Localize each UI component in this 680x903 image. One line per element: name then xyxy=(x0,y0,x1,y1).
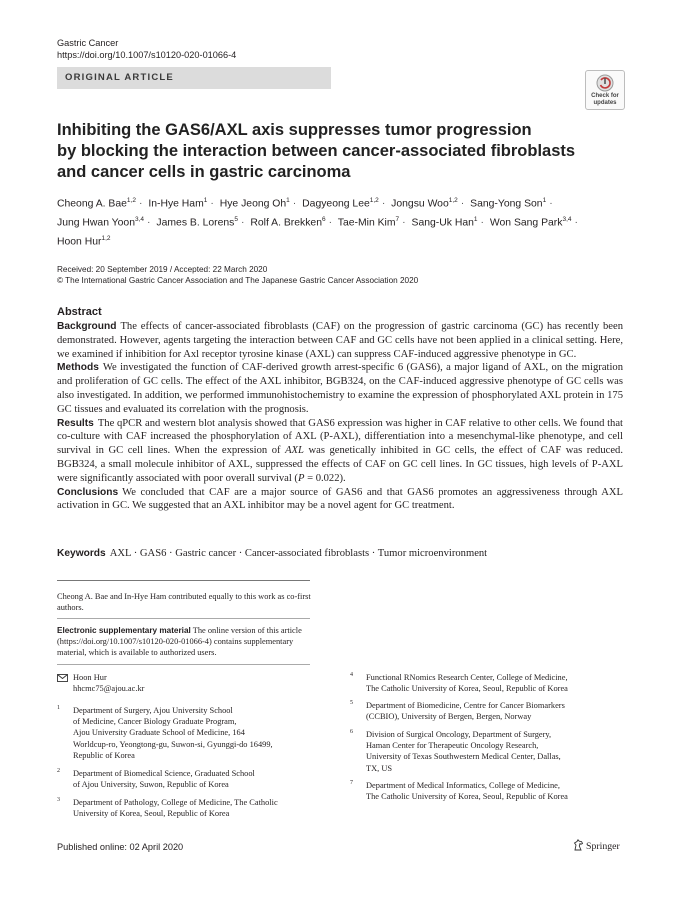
author-affiliation-sup: 6 xyxy=(321,215,326,223)
journal-header xyxy=(57,37,236,61)
affiliation-text: Department of Medical Informatics, College of Medicine, The Catholic University of Korea, Seoul, Republic of Korea xyxy=(366,781,568,802)
springer-horse-icon xyxy=(573,839,584,851)
keywords-list: AXL · GAS6 · Gastric cancer · Cancer-associated fibroblasts · Tumor microenvironment xyxy=(109,548,488,559)
affiliation-number: 1 xyxy=(57,705,60,711)
article-title xyxy=(57,120,577,183)
affiliation-text: Department of Biomedicine, Centre for Cancer Biomarkers (CCBIO), University of Bergen, Bergen, Norway xyxy=(366,701,565,722)
copyright-line: © The International Gastric Cancer Association and The Japanese Gastric Cancer Association 2020 xyxy=(57,276,419,285)
author-affiliation-sup: 1 xyxy=(473,215,478,223)
publisher-name: Springer xyxy=(586,841,620,852)
affiliation-number: 5 xyxy=(350,700,353,706)
abstract-conclusions xyxy=(57,486,623,514)
background-label: Background xyxy=(57,321,117,332)
affiliation-text: Department of Pathology, College of Medicine, The Catholic University of Korea, Seoul, Republic of Korea xyxy=(73,798,278,819)
author-affiliation-sup: 1,2 xyxy=(369,197,379,204)
esm-label: Electronic supplementary material xyxy=(57,626,191,635)
correspondence-email[interactable]: hhcmc75@ajou.ac.kr xyxy=(73,684,145,694)
published-online: Published online: 02 April 2020 xyxy=(57,842,184,852)
author-line: Jung Hwan Yoon$^{3,4}$ · James B. Lorens$^5$ · Rolf A. Brekken$^6$ · Tae-Min Kim$^7$ · Sang-Uk Han$^1$ · Won Sang Park$^{3,4}$ · xyxy=(57,215,578,229)
journal-name: Gastric Cancer xyxy=(57,38,119,48)
article-type-banner xyxy=(57,67,331,89)
author-line: Cheong A. Bae$^{1,2}$ · In-Hye Ham$^1$ · Hye Jeong $Oh^1$ · Dagyeong Lee$^{1,2}$ · Jongsu Woo$^{1,2}$ · Sang-Yong Son$^1$ · xyxy=(57,197,553,210)
author-affiliation-sup: 3,4 xyxy=(562,215,572,223)
keywords-line xyxy=(57,548,487,559)
author-name[interactable]: In-Hye Ham xyxy=(148,198,204,210)
check-for-updates-icon xyxy=(596,74,614,92)
author-affiliation-sup: 3,4 xyxy=(135,215,145,223)
check-for-updates-line-1: Check for xyxy=(591,93,619,99)
author-name[interactable]: Won Sang Park xyxy=(489,217,563,229)
results-text-3: = 0.022). xyxy=(304,472,346,484)
title-line: by blocking the interaction between cancer-associated fibroblasts xyxy=(57,142,576,160)
methods-text: We investigated the function of CAF-derived growth arrest-specific 6 (GAS6), a major ligand of AXL, on the migration and proliferation of GC cells. The effect of the AXL inhibitor, BGB324, on the CAF-induced aggressive phenotype of GC cells was also investigated. In addition, we performed immunohistochemistry to examine the expression of phosphorylated AXL protein in 175 GC tissues and evaluated its correlation with the prognosis. xyxy=(57,362,623,415)
author-name[interactable]: Hoon Hur xyxy=(57,236,102,248)
affiliation-text: Functional RNomics Research Center, College of Medicine, The Catholic University of Korea, Seoul, Republic of Korea xyxy=(366,673,568,694)
conclusions-text: We concluded that CAF are a major source of GAS6 and that GAS6 promotes an aggressiveness through AXL activation in GC. We suggested that an AXL inhibitor may be a novel agent for GC treatment. xyxy=(57,486,623,512)
author-name[interactable]: Jongsu Woo xyxy=(391,198,449,210)
notes-divider xyxy=(57,664,310,665)
notes-divider xyxy=(57,618,310,619)
affiliation-number: 3 xyxy=(57,797,60,803)
affiliation-text: Department of Surgery, Ajou University School of Medicine, Cancer Biology Graduate Program, Ajou University Graduate School of Medicine, 164 Worldcup-ro, Yeongtong-gu, Suwon-si, Gyunggi-do 16499, Republic of Korea xyxy=(73,706,273,760)
author-name[interactable]: Dagyeong Lee xyxy=(302,198,370,210)
abstract-heading: Abstract xyxy=(57,306,102,318)
author-name[interactable]: James B. Lorens xyxy=(156,217,235,229)
results-p-italic: P xyxy=(297,472,305,484)
affiliation-number: 6 xyxy=(350,729,353,735)
cofirst-note: Cheong A. Bae and In-Hye Ham contributed equally to this work as co-first authors. xyxy=(57,592,311,612)
abstract-background xyxy=(57,320,623,361)
author-affiliation-sup: 1 xyxy=(542,197,547,204)
correspondence-name: Hoon Hur xyxy=(73,673,107,682)
esm-note xyxy=(57,625,312,658)
background-text: The effects of cancer-associated fibroblasts (CAF) on the progression of gastric carcinoma (GC) has recently been demonstrated. However, agents targeting the interaction between CAF and GC cells have not been applied in a clinical setting. Here, we examined if inhibition for Axl receptor tyrosine kinase (AXL) can suppress CAF-induced aggressive phenotype in GC. xyxy=(57,321,623,360)
publisher-logo xyxy=(573,839,620,852)
article-type-label: ORIGINAL ARTICLE xyxy=(65,72,174,83)
check-for-updates-label xyxy=(586,93,624,107)
results-text-2: was genetically inhibited in GC cells, the effect of CAF was reduced. BGB324, a small molecule inhibitor of AXL, suppressed the effects of CAF on GC cell lines. In GC tissues, high levels of P-AXL were significantly associated with poor overall survival ( xyxy=(57,445,623,484)
author-name[interactable]: Sang-Yong Son xyxy=(470,198,543,210)
envelope-icon xyxy=(57,674,68,682)
author-affiliation-sup: 7 xyxy=(395,215,400,223)
conclusions-label: Conclusions xyxy=(57,486,119,498)
results-label: Results xyxy=(57,417,94,429)
affiliation-number: 2 xyxy=(57,768,60,774)
title-line: and cancer cells in gastric carcinoma xyxy=(57,163,351,181)
title-line: Inhibiting the GAS6/AXL axis suppresses tumor progression xyxy=(57,121,532,139)
author-list xyxy=(57,193,637,250)
affiliation-number: 7 xyxy=(350,780,353,786)
author-name[interactable]: Cheong A. Bae xyxy=(57,198,127,210)
author-name[interactable]: Hye Jeong Oh xyxy=(219,198,287,210)
author-affiliation-sup: 1,2 xyxy=(126,197,136,204)
abstract-methods xyxy=(57,361,623,416)
notes-divider xyxy=(57,580,310,581)
check-for-updates-line-2: updates xyxy=(593,100,617,106)
author-affiliation-sup: 1 xyxy=(286,197,290,204)
results-text-1: The qPCR and western blot analysis showed that GAS6 expression was higher in CAF relative to other cells. We found that co-culture with CAF increased the phosphorylation of AXL (P-AXL), differentiation into a mesenchymal-like phenotype, and cell survival in GC cell lines. When the expression of xyxy=(57,417,623,457)
affiliation-text: Department of Biomedical Science, Graduated School of Ajou University, Suwon, Republic of Korea xyxy=(73,769,255,790)
author-affiliation-sup: 5 xyxy=(234,215,238,223)
check-for-updates-badge[interactable] xyxy=(585,70,625,110)
article-dates xyxy=(57,264,418,286)
results-gene-italic: AXL xyxy=(285,445,304,457)
author-affiliation-sup: 1 xyxy=(203,197,208,204)
methods-label: Methods xyxy=(57,362,99,374)
affiliation-text: Division of Surgical Oncology, Department of Surgery, Haman Center for Therapeutic Oncology Research, University of Texas Southwestern Medical Center, Dallas, TX, US xyxy=(366,730,561,773)
author-name[interactable]: Sang-Uk Han xyxy=(411,217,474,229)
author-affiliation-sup: 1,2 xyxy=(448,197,458,204)
esm-text: The online version of this article (https://doi.org/10.1007/s10120-020-01066-4) contains supplementary material, which is available to authorized users. xyxy=(57,626,302,657)
keywords-label: Keywords xyxy=(57,548,106,559)
author-name[interactable]: Tae-Min Kim xyxy=(337,217,396,229)
author-affiliation-sup: 1,2 xyxy=(101,234,111,242)
author-name[interactable]: Rolf A. Brekken xyxy=(250,217,322,229)
received-accepted-dates: Received: 20 September 2019 / Accepted: 22 March 2020 xyxy=(57,265,268,274)
author-line xyxy=(57,231,637,250)
affiliation-number: 4 xyxy=(350,672,353,678)
abstract-section xyxy=(57,306,623,513)
doi-link[interactable]: https://doi.org/10.1007/s10120-020-01066-4 xyxy=(57,50,237,60)
author-name[interactable]: Jung Hwan Yoon xyxy=(57,217,135,229)
abstract-results xyxy=(57,417,623,486)
